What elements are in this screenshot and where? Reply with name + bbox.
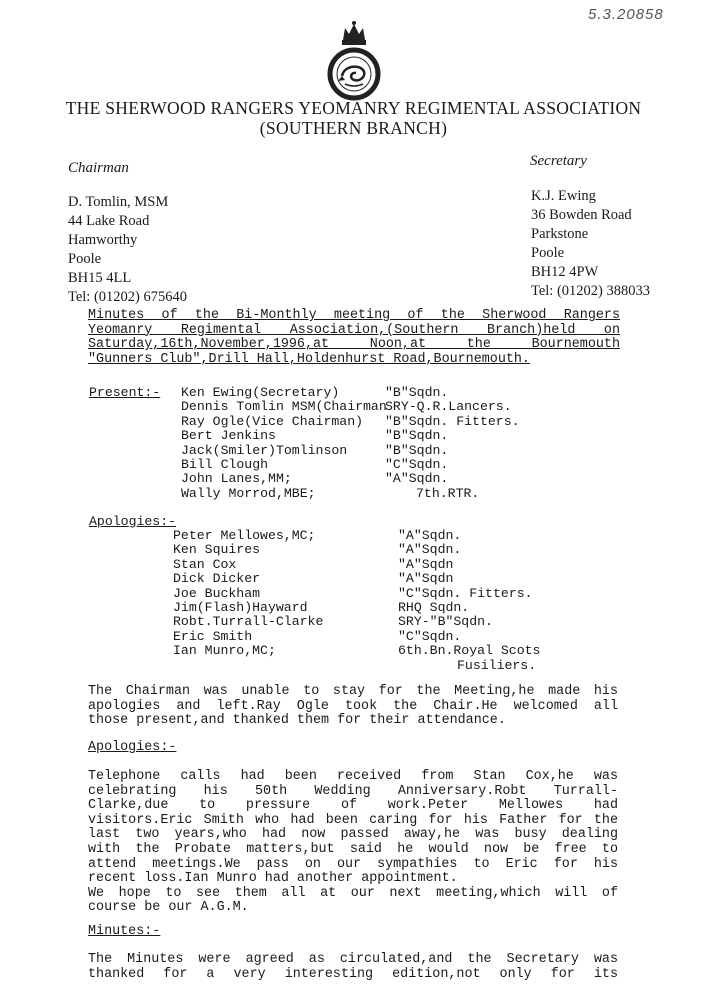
paragraph-line: celebrating his 50th Wedding Anniversary.Robt Turrall- [88, 783, 618, 799]
paragraph-line: those present,and thanked them for their attendance. [88, 713, 506, 729]
paragraph-line: apologies and left.Ray Ogle took the Chair.He welcomed all [88, 698, 618, 714]
paragraph-line: last two years,who had now passed away,he was busy dealing [88, 827, 618, 843]
paragraph-line: recent loss.Ian Munro had another appointment. [88, 871, 458, 887]
apology-unit: "A"Sqdn [398, 556, 454, 572]
meeting-heading-line: "Gunners Club",Drill Hall,Holdenhurst Road,Bournemouth. [88, 351, 530, 367]
paragraph-line: Telephone calls had been received from Stan Cox,he was [88, 769, 618, 784]
apology-unit: "A"Sqdn. [398, 528, 462, 543]
paragraph-line: The Minutes were agreed as circulated,and the Secretary was [88, 952, 618, 967]
meeting-heading-line: Minutes of the Bi-Monthly meeting of the Sherwood Rangers [88, 308, 620, 323]
meeting-heading [88, 309, 620, 367]
meeting-heading-line: Saturday,16th,November,1996,at Noon,at the Bournemouth [88, 337, 620, 353]
apology-name: Stan Cox [173, 556, 237, 572]
apologies-section-heading: Apologies:- [88, 740, 177, 755]
apology-unit: "A"Sqdn [398, 571, 454, 587]
present-name: Ray Ogle(Vice Chairman) [181, 413, 364, 429]
apology-unit: "C"Sqdn. Fitters. [398, 585, 533, 601]
chairman-town: Poole [68, 251, 102, 267]
chairman-name: D. Tomlin, MSM [68, 194, 169, 210]
paragraph-line: Clarke,due to pressure of work.Peter Mellowes had [88, 798, 618, 814]
paragraph-line: thanked for a very interesting edition,not only for its [88, 966, 618, 982]
present-unit: "B"Sqdn. [385, 442, 449, 458]
regimental-crest-icon [325, 18, 383, 104]
present-unit: SRY-Q.R.Lancers. [385, 399, 512, 415]
secretary-address [531, 187, 650, 301]
apologies-list-label: Apologies:- [89, 514, 177, 529]
secretary-postcode: BH12 4PW [531, 264, 599, 280]
present-label: Present:- [89, 385, 161, 400]
secretary-name: K.J. Ewing [531, 188, 596, 204]
present-unit: "B"Sqdn. [385, 385, 449, 400]
apology-name: Robt.Turrall-Clarke [173, 614, 324, 630]
present-unit: "C"Sqdn. [385, 457, 449, 472]
chairman-phone: Tel: (01202) 675640 [68, 289, 187, 305]
apologies-section-body [88, 770, 618, 916]
secretary-town: Poole [531, 245, 565, 261]
apology-name: Joe Buckham [173, 585, 261, 601]
chairman-street: 44 Lake Road [68, 213, 150, 229]
chairman-area: Hamworthy [68, 232, 138, 248]
present-name: Bert Jenkins [181, 428, 276, 444]
present-name: John Lanes,MM; [181, 471, 292, 487]
apology-unit: "C"Sqdn. [398, 628, 462, 644]
apology-unit: 6th.Bn.Royal Scots [398, 643, 541, 659]
present-name: Bill Clough [181, 457, 269, 472]
paragraph-line: The Chairman was unable to stay for the Meeting,he made his [88, 684, 618, 699]
paragraph-line: attend meetings.We pass on our sympathies to Eric for his [88, 856, 618, 872]
secretary-phone: Tel: (01202) 388033 [531, 283, 650, 299]
apology-name: Peter Mellowes,MC; [173, 528, 316, 543]
present-unit: "B"Sqdn. Fitters. [385, 413, 520, 429]
present-name: Ken Ewing(Secretary) [181, 385, 340, 400]
apology-unit: SRY-"B"Sqdn. [398, 614, 493, 630]
secretary-street: 36 Bowden Road [531, 207, 632, 223]
chair-paragraph [88, 685, 618, 729]
paragraph-line: with the Probate matters,but said he would now be free to [88, 841, 618, 857]
paragraph-line: We hope to see them all at our next meeting,which will of [88, 885, 618, 901]
present-name: Jack(Smiler)Tomlinson [181, 442, 348, 458]
apology-name: Jim(Flash)Hayward [173, 600, 308, 615]
secretary-area: Parkstone [531, 226, 589, 242]
chairman-role: Chairman [68, 160, 129, 176]
chairman-address [68, 193, 187, 307]
meeting-heading-line: Yeomanry Regimental Association,(Southern Branch)held on [88, 322, 620, 338]
secretary-role: Secretary [530, 153, 587, 169]
apology-name: Ken Squires [173, 542, 261, 558]
present-name: Dennis Tomlin MSM(Chairman [181, 399, 387, 415]
apology-unit: RHQ Sqdn. [398, 600, 470, 615]
org-title-line2: (SOUTHERN BRANCH) [259, 118, 448, 138]
present-unit: "A"Sqdn. [385, 471, 449, 487]
minutes-section-heading: Minutes:- [88, 924, 161, 939]
paragraph-line: course be our A.G.M. [88, 900, 249, 916]
present-name: Wally Morrod,MBE; [181, 485, 316, 501]
apology-name: Eric Smith [173, 628, 253, 644]
apology-unit-continuation: Fusiliers. [457, 657, 537, 673]
apology-unit: "A"Sqdn. [398, 542, 462, 558]
apology-name: Dick Dicker [173, 571, 261, 587]
present-unit: "B"Sqdn. [385, 428, 449, 444]
chairman-postcode: BH15 4LL [68, 270, 132, 286]
present-unit: 7th.RTR. [416, 485, 480, 501]
apology-name: Ian Munro,MC; [173, 643, 276, 659]
reference-number: 5.3.20858 [588, 6, 664, 23]
org-title-line1: THE SHERWOOD RANGERS YEOMANRY REGIMENTAL ASSOCIATION [65, 98, 642, 118]
minutes-section-body [88, 953, 618, 982]
paragraph-line: visitors.Eric Smith who had been caring for his Father for the [88, 812, 618, 828]
